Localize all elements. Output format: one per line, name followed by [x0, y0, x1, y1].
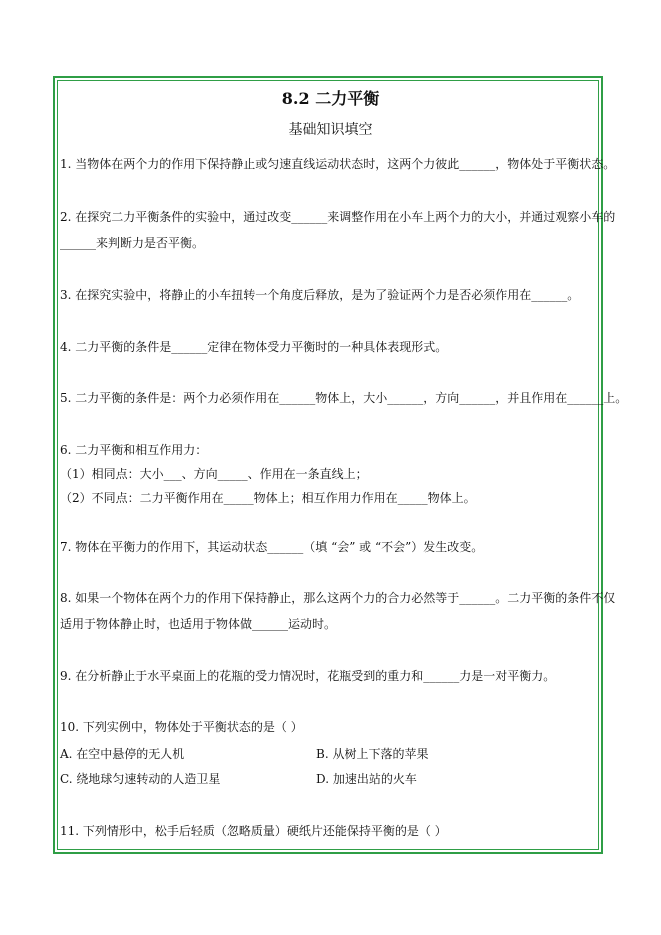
question-9: 9. 在分析静止于水平桌面上的花瓶的受力情况时，花瓶受到的重力和______力是一对平衡力。 — [60, 669, 556, 683]
question-8-line-2: 适用于物体静止时，也适用于物体做______运动时。 — [60, 617, 337, 631]
question-2-line-2: ______来判断力是否平衡。 — [60, 236, 205, 250]
question-10-choice-b: B. 从树上下落的苹果 — [316, 747, 429, 761]
question-1: 1. 当物体在两个力的作用下保持静止或匀速直线运动状态时，这两个力彼此______，物体处于平衡状态。 — [60, 157, 616, 171]
page-title: 8.2 二力平衡 — [281, 89, 380, 108]
question-4: 4. 二力平衡的条件是______定律在物体受力平衡时的一种具体表现形式。 — [60, 340, 448, 354]
section-subtitle: 基础知识填空 — [288, 122, 373, 138]
question-11: 11. 下列情形中，松手后轻质（忽略质量）硬纸片还能保持平衡的是（ ） — [60, 824, 447, 838]
question-6-item-1: （1）相同点：大小___、方向_____、作用在一条直线上； — [60, 467, 368, 481]
question-10-choice-a: A. 在空中悬停的无人机 — [60, 747, 185, 761]
question-6: 6. 二力平衡和相互作用力： — [60, 443, 208, 457]
question-8-line-1: 8. 如果一个物体在两个力的作用下保持静止，那么这两个力的合力必然等于______。二力平衡的条件不仅 — [60, 591, 616, 605]
page-border-frame — [53, 76, 603, 854]
question-7: 7. 物体在平衡力的作用下，其运动状态______（填 “会” 或 “不会”）发生改变。 — [60, 540, 484, 554]
question-6-item-2: （2）不同点：二力平衡作用在_____物体上；相互作用力作用在_____物体上。 — [60, 491, 476, 505]
question-10-choice-c: C. 绕地球匀速转动的人造卫星 — [60, 772, 221, 786]
question-5: 5. 二力平衡的条件是：两个力必须作用在______物体上，大小______，方向______，并且作用在______上。 — [60, 391, 628, 405]
question-2-line-1: 2. 在探究二力平衡条件的实验中，通过改变______来调整作用在小车上两个力的大小，并通过观察小车的 — [60, 210, 616, 224]
question-3: 3. 在探究实验中，将静止的小车扭转一个角度后释放，是为了验证两个力是否必须作用在______。 — [60, 288, 580, 302]
question-10-choice-d: D. 加速出站的火车 — [316, 772, 417, 786]
question-10: 10. 下列实例中，物体处于平衡状态的是（ ） — [60, 720, 303, 734]
